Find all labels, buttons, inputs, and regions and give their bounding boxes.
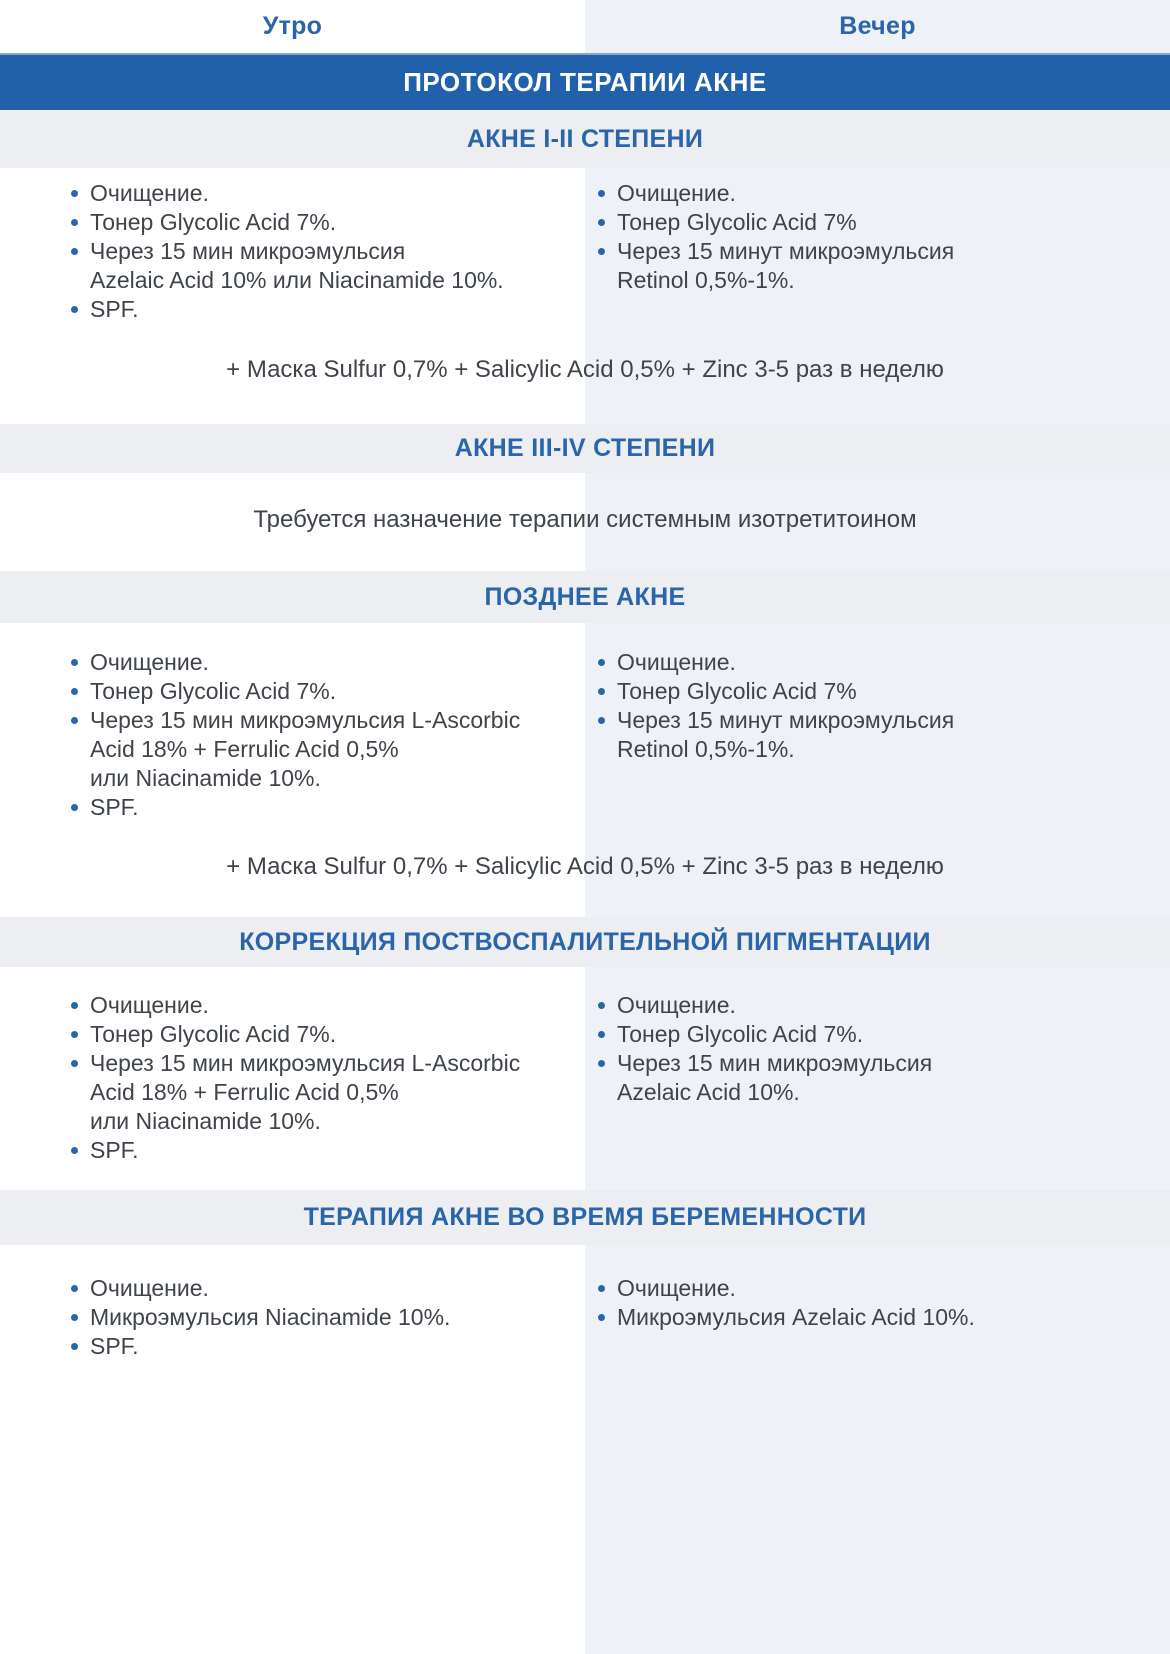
list-item-line: Через 15 мин микроэмульсия L-Ascorbic [90, 1050, 521, 1076]
list-item [617, 1049, 1150, 1107]
section-heading-band [0, 424, 1170, 473]
list-item [90, 1303, 565, 1332]
list-item-line: Acid 18% + Ferrulic Acid 0,5% [90, 1079, 399, 1105]
evening-list [617, 179, 1150, 295]
list-item [617, 1303, 1150, 1332]
list-item-line: Через 15 мин микроэмульсия [90, 238, 406, 264]
list-item-line: Acid 18% + Ferrulic Acid 0,5% [90, 736, 399, 762]
list-item-line: Очищение. [90, 1275, 209, 1301]
list-item-line: Azelaic Acid 10%. [617, 1079, 800, 1105]
section-5 [0, 1190, 1170, 1361]
weekly-mask-note: + Маска Sulfur 0,7% + Salicylic Acid 0,5% + Zinc 3-5 раз в неделю [226, 853, 944, 880]
list-item [90, 793, 565, 822]
list-item-line: Микроэмульсия Niacinamide 10%. [90, 1304, 451, 1330]
list-item-line: Очищение. [617, 992, 736, 1018]
morning-list [90, 1274, 565, 1361]
list-item-line: Тонер Glycolic Acid 7%. [90, 1021, 337, 1047]
list-item-line: Микроэмульсия Azelaic Acid 10%. [617, 1304, 975, 1330]
list-item [90, 208, 565, 237]
list-item-line: SPF. [90, 1137, 139, 1163]
list-item-line: Azelaic Acid 10% или Niacinamide 10%. [90, 267, 504, 293]
section-center-text: Требуется назначение терапии системным изотретитоином [253, 506, 917, 533]
evening-column-header [585, 0, 1170, 53]
list-item-line: или Niacinamide 10%. [90, 1108, 321, 1134]
list-item [90, 991, 565, 1020]
title-banner [0, 53, 1170, 110]
evening-column [585, 648, 1170, 822]
morning-label: Утро [262, 12, 323, 40]
morning-column [0, 648, 585, 822]
section-columns [0, 179, 1170, 324]
list-item-line: Тонер Glycolic Acid 7%. [617, 1021, 864, 1047]
page-title: ПРОТОКОЛ ТЕРАПИИ АКНЕ [403, 67, 767, 97]
list-item-line: Через 15 мин микроэмульсия L-Ascorbic [90, 707, 521, 733]
list-item [617, 179, 1150, 208]
list-item-line: Тонер Glycolic Acid 7%. [90, 209, 337, 235]
section-1 [0, 110, 1170, 384]
evening-column [585, 991, 1170, 1165]
list-item [90, 1136, 565, 1165]
list-item-line: Через 15 минут микроэмульсия [617, 238, 955, 264]
section-columns [0, 648, 1170, 822]
evening-column [585, 179, 1170, 324]
list-item-line: Очищение. [617, 180, 736, 206]
list-item [617, 1020, 1150, 1049]
list-item-line: Очищение. [617, 1275, 736, 1301]
list-item [90, 648, 565, 677]
section-heading: АКНЕ III-IV СТЕПЕНИ [454, 434, 716, 462]
list-item-line: или Niacinamide 10%. [90, 765, 321, 791]
list-item-line: Тонер Glycolic Acid 7% [617, 678, 857, 704]
list-item [90, 1332, 565, 1361]
morning-list [90, 648, 565, 822]
morning-column-header [0, 0, 585, 53]
section-heading-band [0, 571, 1170, 623]
list-item [617, 706, 1150, 764]
morning-column [0, 179, 585, 324]
list-item [617, 1274, 1150, 1303]
list-item-line: Тонер Glycolic Acid 7% [617, 209, 857, 235]
morning-column [0, 991, 585, 1165]
list-item-line: SPF. [90, 296, 139, 322]
list-item-line: SPF. [90, 1333, 139, 1359]
section-4 [0, 917, 1170, 1165]
list-item [617, 237, 1150, 295]
evening-list [617, 991, 1150, 1107]
section-heading: АКНЕ I-II СТЕПЕНИ [466, 124, 704, 153]
section-heading: ТЕРАПИЯ АКНЕ ВО ВРЕМЯ БЕРЕМЕННОСТИ [303, 1203, 867, 1231]
list-item-line: Очищение. [90, 180, 209, 206]
morning-column [0, 1274, 585, 1361]
section-columns [0, 1274, 1170, 1361]
list-item [90, 1049, 565, 1136]
weekly-mask-note: + Маска Sulfur 0,7% + Salicylic Acid 0,5% + Zinc 3-5 раз в неделю [226, 356, 944, 383]
list-item [90, 295, 565, 324]
list-item [617, 991, 1150, 1020]
evening-list [617, 648, 1150, 764]
section-heading-band [0, 110, 1170, 168]
list-item-line: Очищение. [617, 649, 736, 675]
evening-label: Вечер [839, 12, 916, 40]
list-item [90, 677, 565, 706]
morning-list [90, 991, 565, 1165]
list-item [90, 706, 565, 793]
list-item [617, 677, 1150, 706]
evening-list [617, 1274, 1150, 1332]
section-heading: ПОЗДНЕЕ АКНЕ [484, 582, 686, 611]
morning-list [90, 179, 565, 324]
sections [0, 110, 1170, 1361]
list-item-line: Retinol 0,5%-1%. [617, 736, 795, 762]
list-item [90, 1274, 565, 1303]
list-item-line: Через 15 мин микроэмульсия [617, 1050, 933, 1076]
section-2 [0, 424, 1170, 534]
list-item-line: Очищение. [90, 992, 209, 1018]
section-heading: КОРРЕКЦИЯ ПОСТВОСПАЛИТЕЛЬНОЙ ПИГМЕНТАЦИИ [239, 927, 931, 956]
list-item [90, 1020, 565, 1049]
section-3 [0, 571, 1170, 881]
section-heading-band [0, 917, 1170, 967]
column-header-row [0, 0, 1170, 53]
list-item-line: Retinol 0,5%-1%. [617, 267, 795, 293]
list-item-line: SPF. [90, 794, 139, 820]
section-columns [0, 991, 1170, 1165]
list-item [617, 648, 1150, 677]
section-heading-band [0, 1190, 1170, 1245]
list-item-line: Через 15 минут микроэмульсия [617, 707, 955, 733]
evening-column [585, 1274, 1170, 1361]
list-item [617, 208, 1150, 237]
list-item-line: Очищение. [90, 649, 209, 675]
list-item-line: Тонер Glycolic Acid 7%. [90, 678, 337, 704]
list-item [90, 237, 565, 295]
list-item [90, 179, 565, 208]
